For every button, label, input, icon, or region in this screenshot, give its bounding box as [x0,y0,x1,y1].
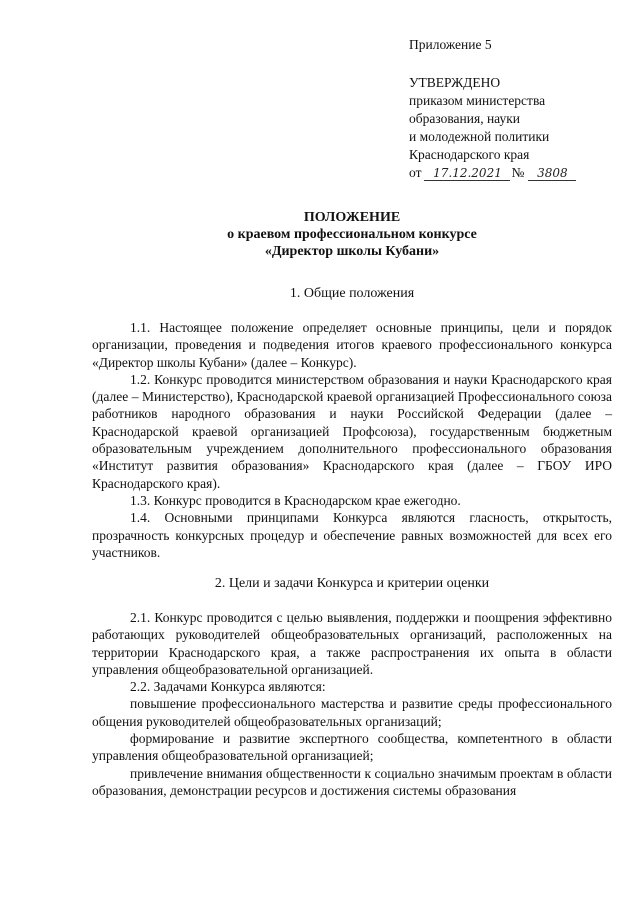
title-line-2: о краевом профессиональном конкурсе [227,227,477,242]
order-date-row [409,164,624,182]
document-title [92,209,612,260]
title-line-1: ПОЛОЖЕНИЕ [303,210,401,225]
approval-line-1: приказом министерства [409,93,546,108]
approval-line-3: и молодежной политики [409,129,550,144]
paragraph-2-4: формирование и развитие экспертного сообщества, компетентного в области управления общеобразовательной организацией; [92,731,612,764]
section-1-heading: 1. Общие положения [289,286,415,301]
handwritten-date: 17.12.2021 [424,166,510,181]
approval-line-2: образования, науки [409,111,521,126]
approval-line-4: Краснодарского края [409,147,530,162]
paragraph-1-3: 1.3. Конкурс проводится в Краснодарском крае ежегодно. [130,492,461,508]
handwritten-order-number: 3808 [528,166,576,181]
section-2-body [92,609,612,799]
date-prefix: от [409,165,422,180]
paragraph-1-2: 1.2. Конкурс проводится министерством образования и науки Краснодарского края (далее – Министерство), Краснодарской краевой организацией Профессионального союза работников народного образования и науки Российской Федерации (далее – Краснодарской краевой организацией Профсоюза), государственным бюджетным образовательным учреждением дополнительного профессионального образования «Институт развития образования» Краснодарского края (далее – ГБОУ ИРО Краснодарского края). [92,371,612,491]
title-line-3: «Директор школы Кубани» [264,244,440,259]
paragraph-2-2: 2.2. Задачами Конкурса являются: [130,679,326,695]
approval-stamp-block [409,36,624,182]
section-1-body [92,319,612,561]
section-2-heading: 2. Цели и задачи Конкурса и критерии оценки [214,576,490,591]
approved-label: УТВЕРЖДЕНО [409,75,501,90]
paragraph-2-3: повышение профессионального мастерства и развитие среды профессионального общения руководителей общеобразовательных организаций; [92,696,612,729]
paragraph-2-5: привлечение внимания общественности к социально значимым проектам в области образования, демонстрации ресурсов и достижения системы образования [92,765,612,798]
number-sign: № [511,165,525,180]
appendix-label: Приложение 5 [409,37,492,52]
paragraph-2-1: 2.1. Конкурс проводится с целью выявления, поддержки и поощрения эффективно работающих руководителей общеобразовательных организаций, расположенных на территории Краснодарского края, а также распространения их опыта в области управления общеобразовательной организацией. [92,610,612,677]
paragraph-1-4: 1.4. Основными принципами Конкурса являются гласность, открытость, прозрачность конкурсных процедур и обеспечение равных возможностей для всех его участников. [92,510,612,560]
paragraph-1-1: 1.1. Настоящее положение определяет основные принципы, цели и порядок организации, проведения и подведения итогов краевого профессионального конкурса «Директор школы Кубани» (далее – Конкурс). [92,320,612,370]
